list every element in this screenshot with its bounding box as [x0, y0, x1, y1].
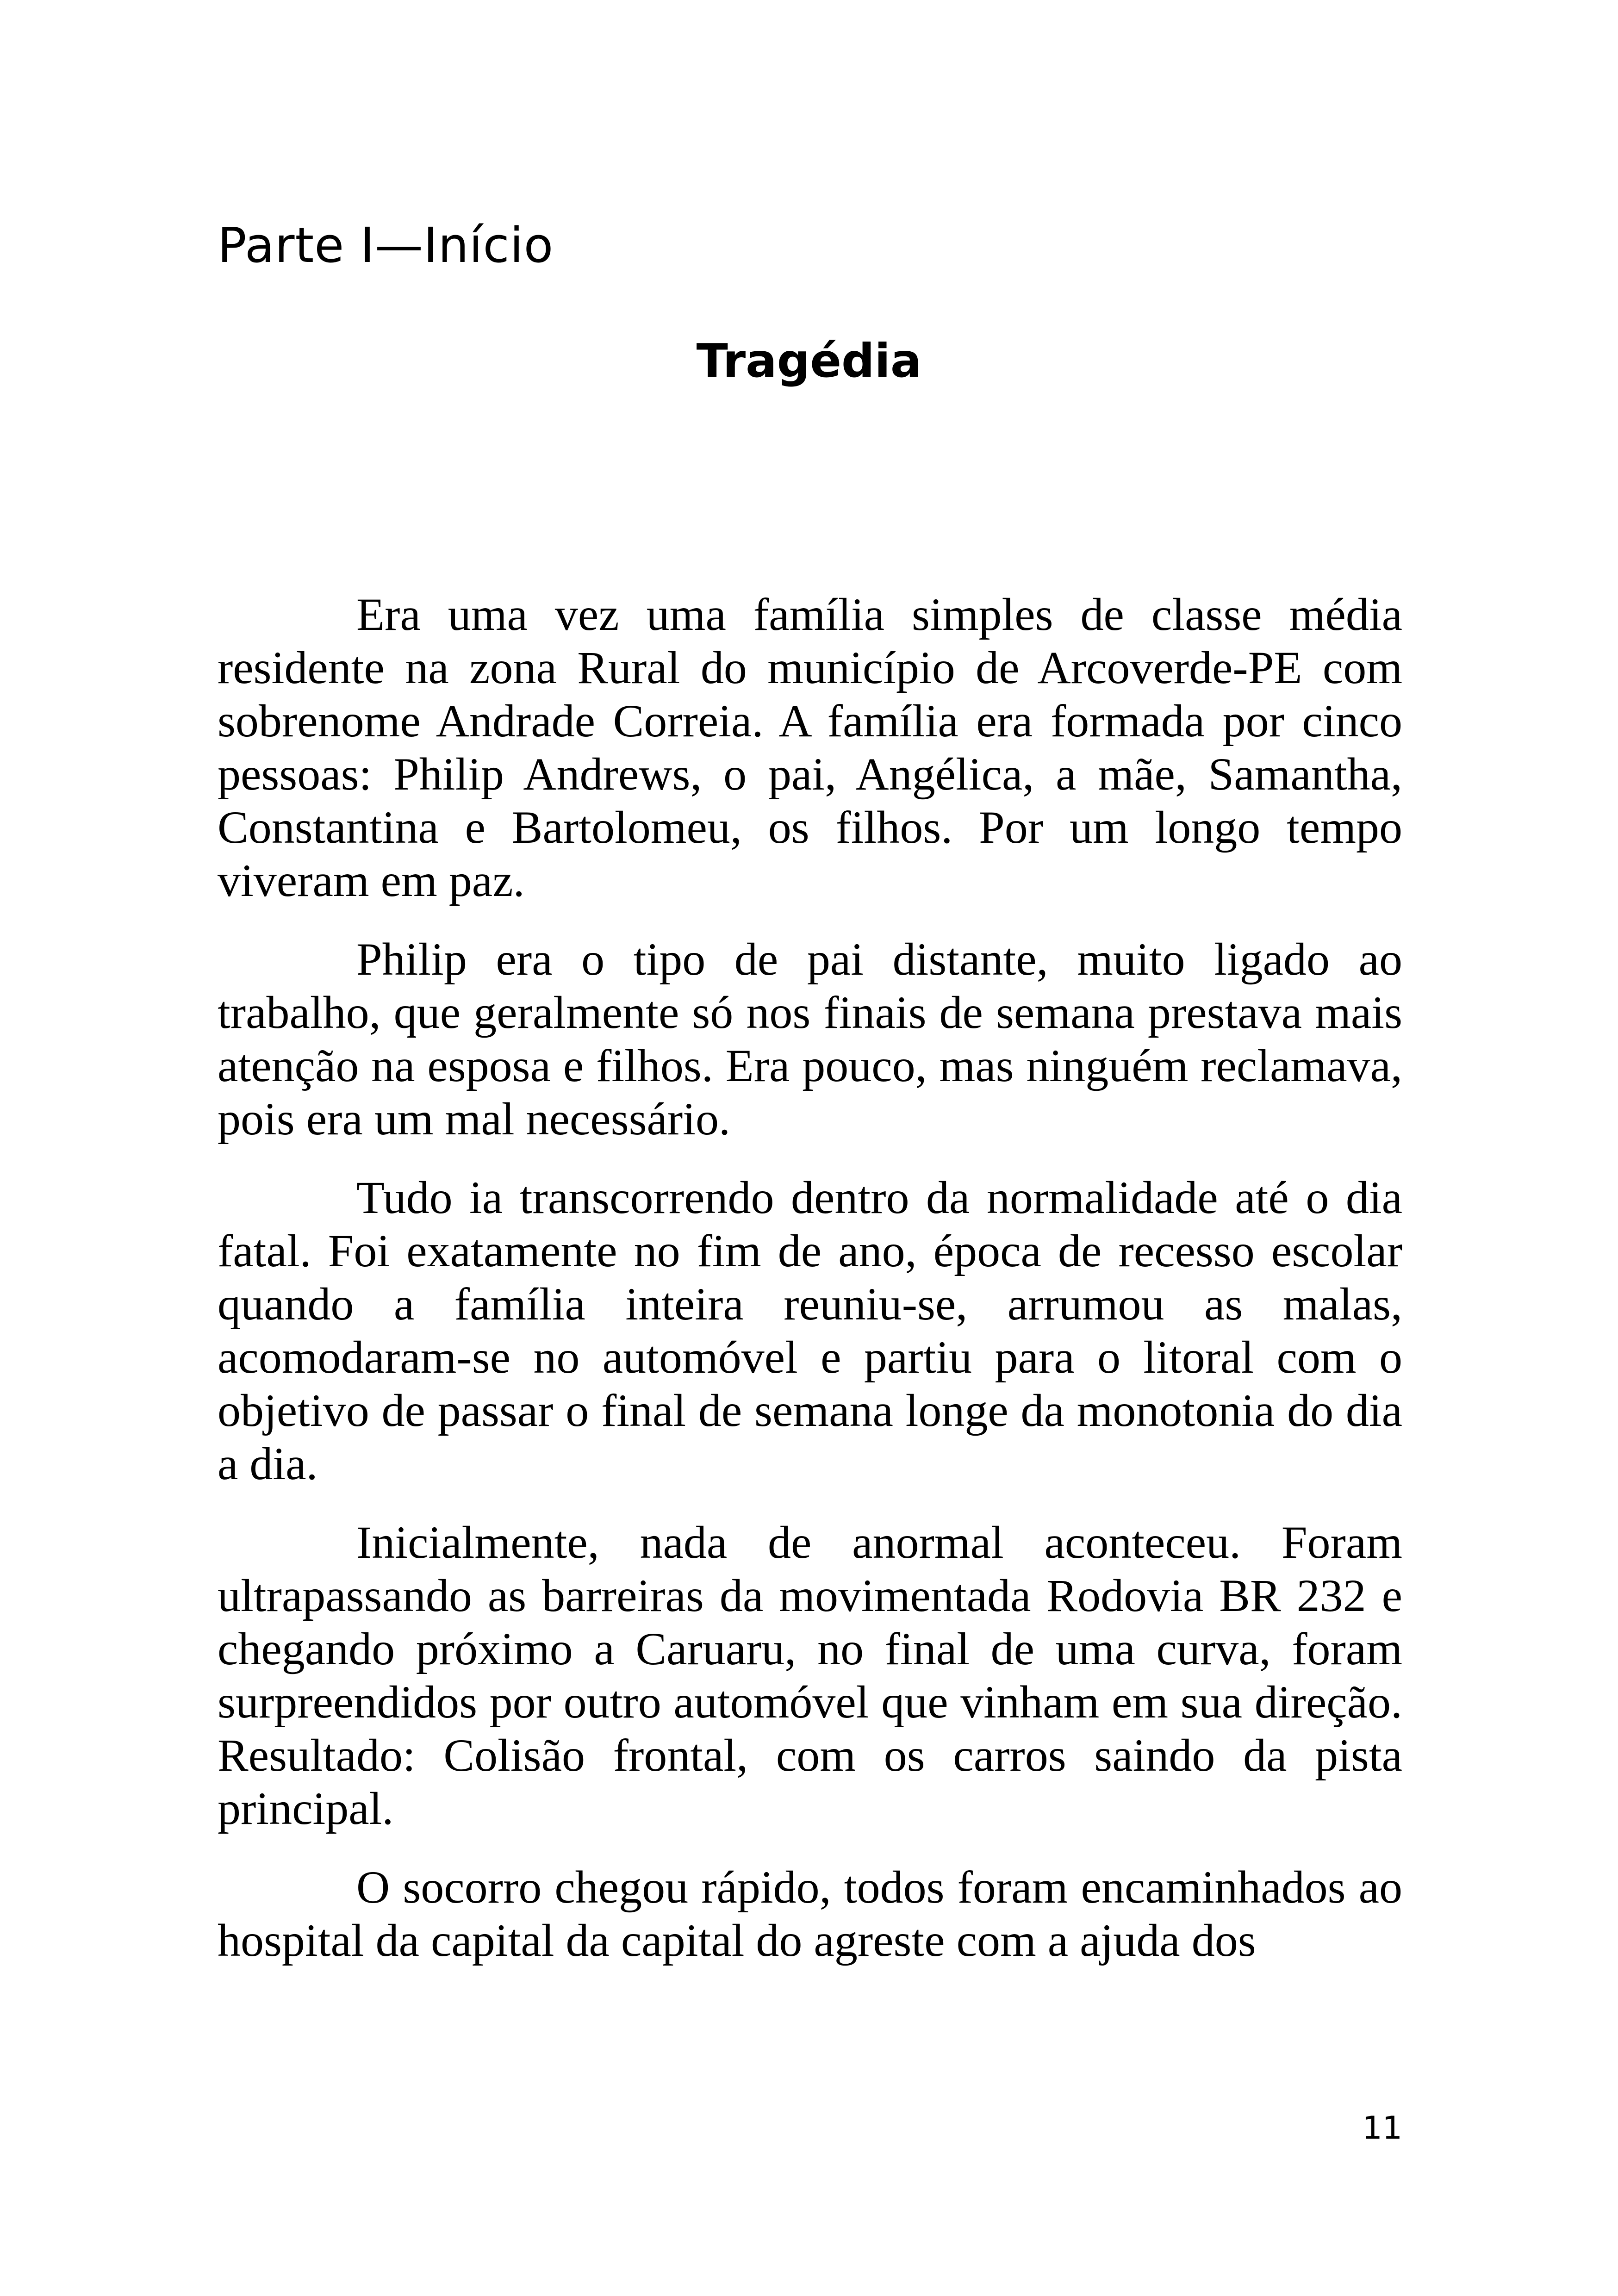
paragraph: Tudo ia transcorrendo dentro da normalidade até o dia fatal. Foi exatamente no fim de ano, época de recesso escolar quando a família inteira reuniu-se, arrumou as malas, acomodaram-se no automóvel e partiu para o litoral com o objetivo de passar o final de semana longe da monotonia do dia a dia.: [218, 1172, 1402, 1489]
paragraph: Philip era o tipo de pai distante, muito ligado ao trabalho, que geralmente só nos finais de semana prestava mais atenção na esposa e filhos. Era pouco, mas ninguém reclamava, pois era um mal necessário.: [218, 933, 1402, 1145]
chapter-title: Tragédia: [696, 334, 922, 388]
body-text: [218, 588, 1402, 1992]
part-heading: Parte I—Início: [218, 217, 554, 274]
paragraph: O socorro chegou rápido, todos foram encaminhados ao hospital da capital da capital do agreste com a ajuda dos: [218, 1861, 1402, 1966]
page-number: 11: [1362, 2110, 1402, 2147]
paragraph: Inicialmente, nada de anormal aconteceu. Foram ultrapassando as barreiras da movimentada Rodovia BR 232 e chegando próximo a Caruaru, no final de uma curva, foram surpreendidos por outro automóvel que vinham em sua direção. Resultado: Colisão frontal, com os carros saindo da pista principal.: [218, 1517, 1402, 1834]
paragraph: Era uma vez uma família simples de classe média residente na zona Rural do município de Arcoverde-PE com sobrenome Andrade Correia. A família era formada por cinco pessoas: Philip Andrews, o pai, Angélica, a mãe, Samantha, Constantina e Bartolomeu, os filhos. Por um longo tempo viveram em paz.: [218, 589, 1402, 906]
